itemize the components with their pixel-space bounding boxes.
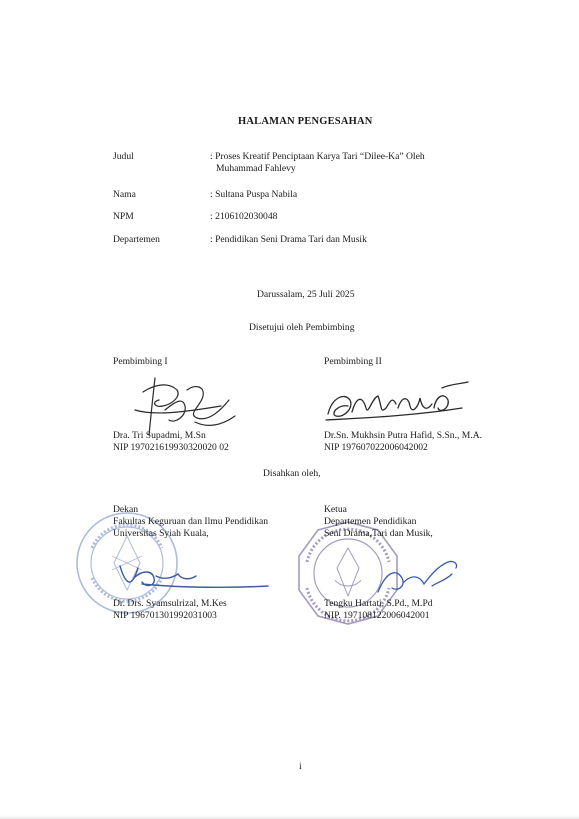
head-signature bbox=[372, 552, 462, 602]
dean-signature bbox=[112, 556, 272, 596]
field-label-departemen: Departemen bbox=[113, 234, 160, 245]
advisor1-role: Pembimbing I bbox=[113, 356, 168, 367]
place-date: Darussalam, 25 Juli 2025 bbox=[257, 289, 355, 300]
dean-nip: NIP 196701301992031003 bbox=[113, 610, 217, 621]
advisor2-role: Pembimbing II bbox=[324, 356, 382, 367]
head-program: Seni Drama,Tari dan Musik, bbox=[324, 528, 433, 539]
advisor2-name: Dr.Sn. Mukhsin Putra Hafid, S.Sn., M.A. bbox=[324, 430, 483, 441]
page-number: i bbox=[299, 761, 302, 772]
field-label-npm: NPM bbox=[113, 211, 134, 222]
advisor1-nip: NIP 197021619930320020 02 bbox=[113, 442, 229, 453]
dean-name: Dr. Drs. Syamsulrizal, M.Kes bbox=[113, 598, 227, 609]
field-value-departemen: : Pendidikan Seni Drama Tari dan Musik bbox=[210, 234, 367, 245]
ratification-heading: Disahkan oleh, bbox=[263, 468, 321, 479]
field-label-judul: Judul bbox=[113, 151, 134, 162]
field-value-nama: : Sultana Puspa Nabila bbox=[210, 189, 298, 200]
head-name: Tengku Hartati, S.Pd., M.Pd bbox=[324, 598, 433, 609]
page-title: HALAMAN PENGESAHAN bbox=[238, 116, 373, 127]
dean-faculty: Fakultas Keguruan dan Ilmu Pendidikan bbox=[113, 516, 269, 527]
field-label-nama: Nama bbox=[113, 189, 136, 200]
advisor2-nip: NIP 197607022006042002 bbox=[324, 442, 428, 453]
head-nip: NIP. 197108122006042001 bbox=[324, 610, 430, 621]
field-value-judul-line2: Muhammad Fahlevy bbox=[216, 163, 296, 174]
dean-university: Universitas Syiah Kuala, bbox=[113, 528, 209, 539]
field-value-judul-line1: : Proses Kreatif Penciptaan Karya Tari “Dilee-Ka” Oleh bbox=[210, 151, 425, 162]
field-value-judul bbox=[210, 151, 500, 175]
head-role: Ketua bbox=[324, 504, 347, 515]
approval-heading: Disetujui oleh Pembimbing bbox=[249, 322, 355, 333]
dean-role: Dekan bbox=[113, 504, 139, 515]
advisor2-signature bbox=[322, 378, 472, 426]
head-department: Departemen Pendidikan bbox=[324, 516, 417, 527]
field-value-npm: : 2106102030048 bbox=[210, 211, 278, 222]
advisor1-name: Dra. Tri Supadmi, M.Sn bbox=[113, 430, 206, 441]
scan-bottom-edge bbox=[0, 815, 579, 819]
